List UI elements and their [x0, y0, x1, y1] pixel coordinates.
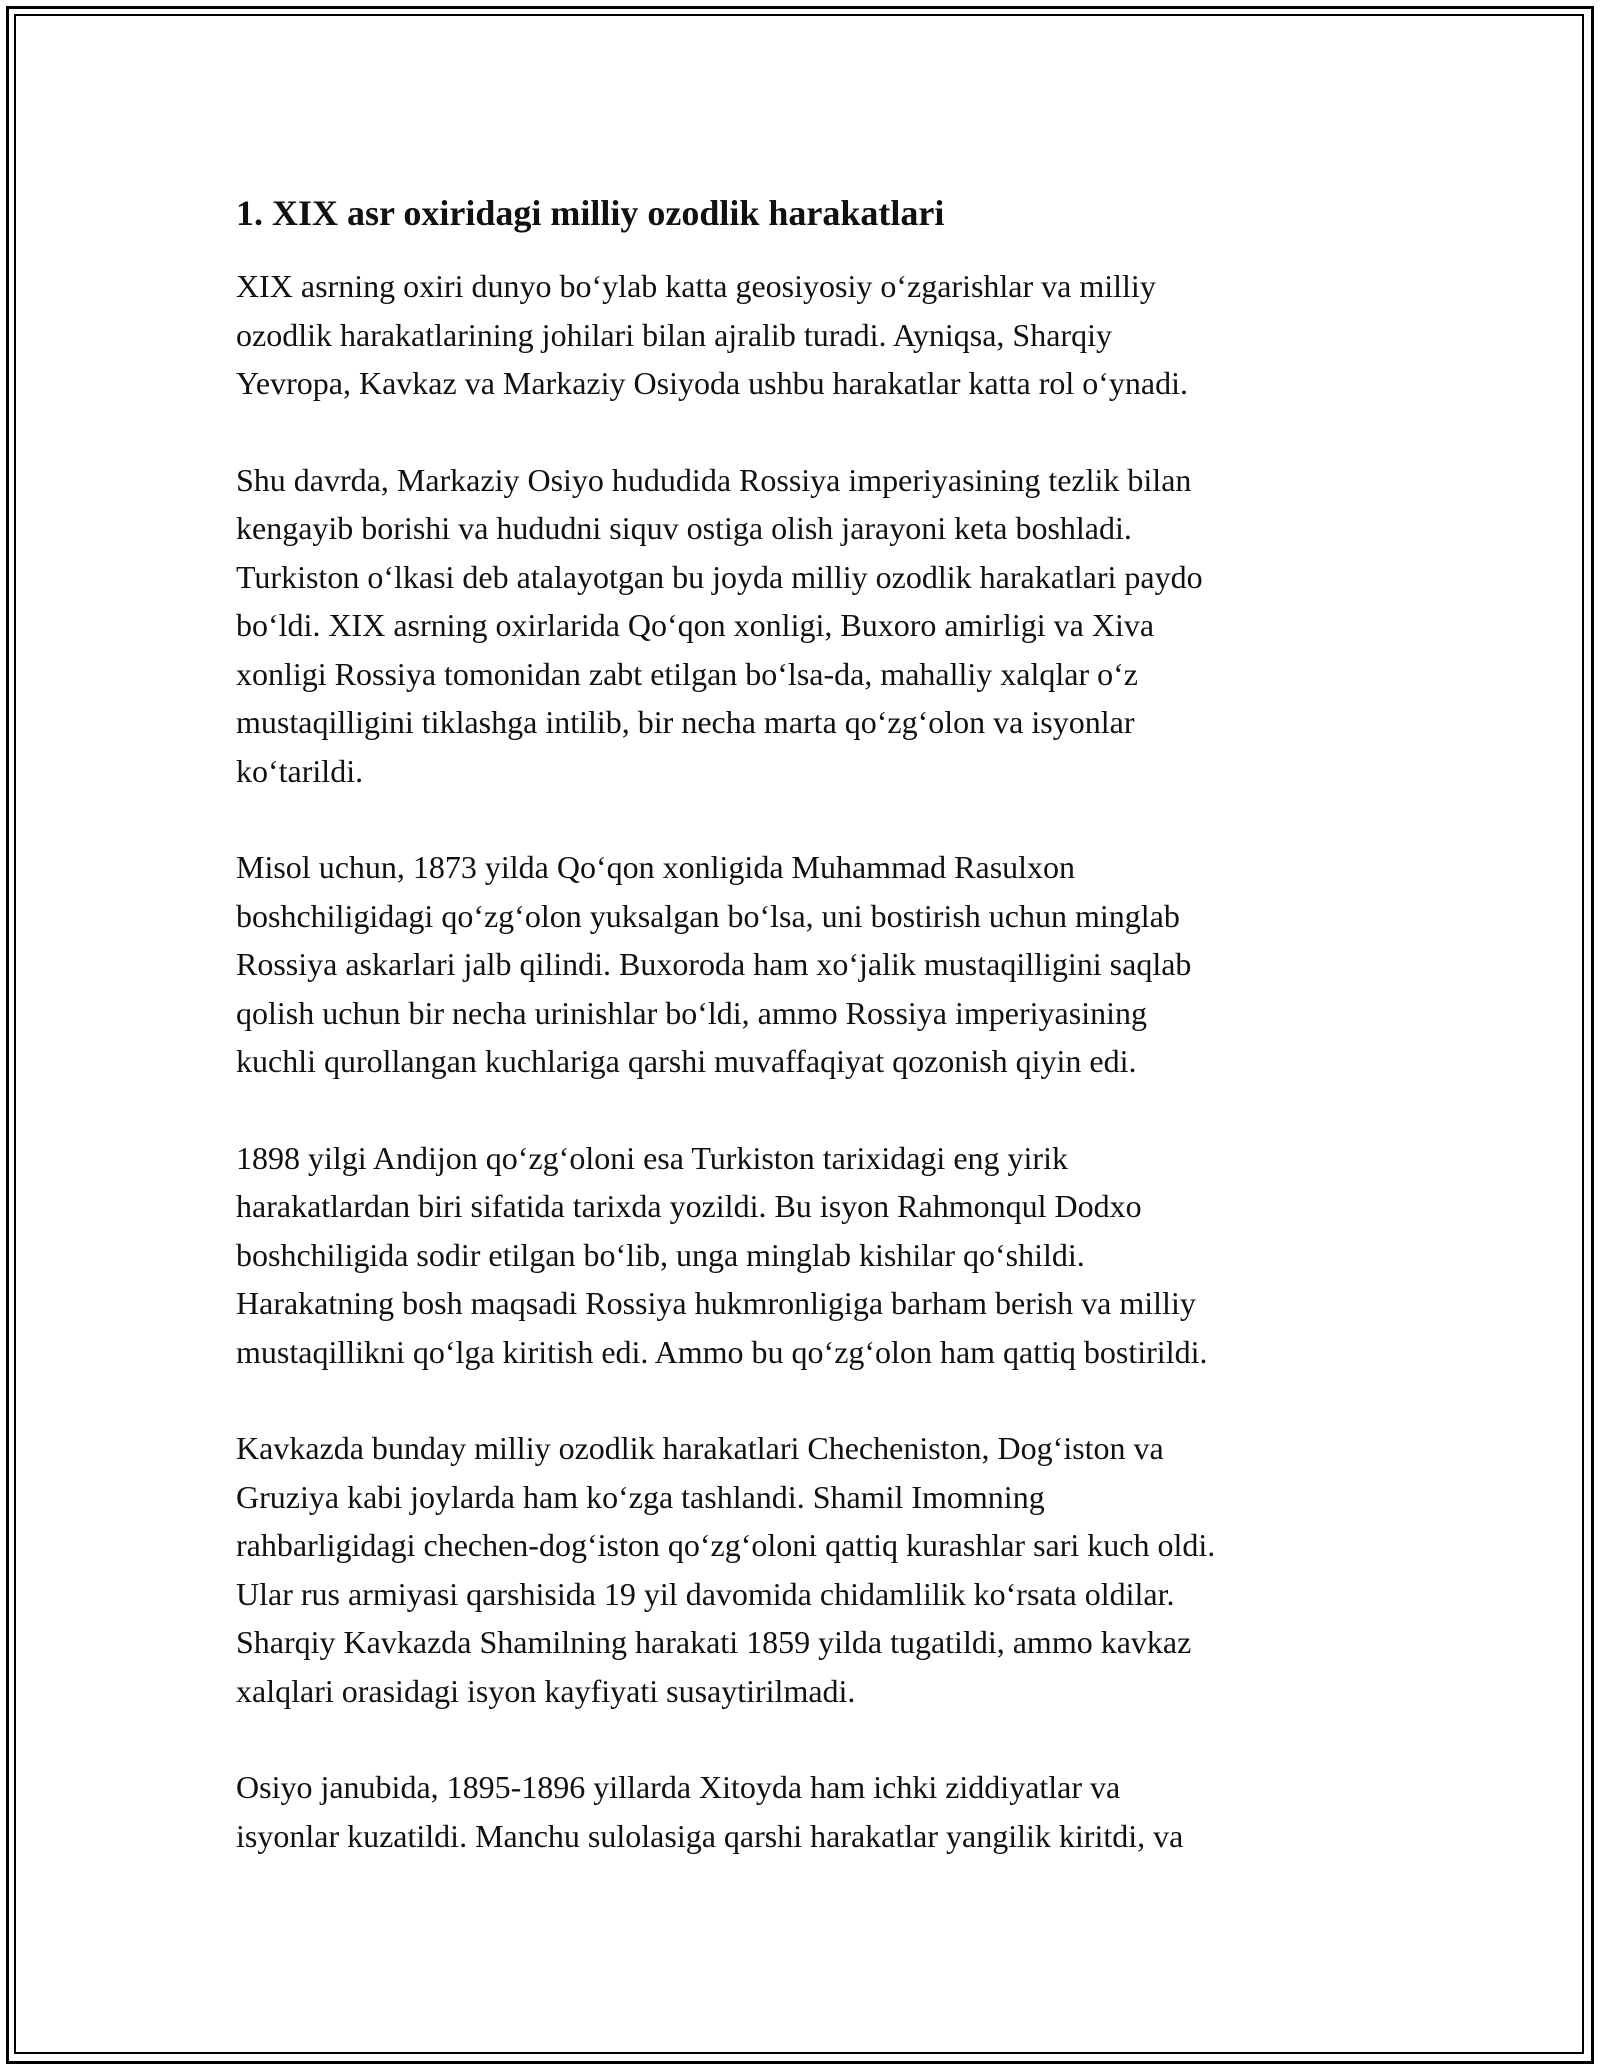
text-line: Harakatning bosh maqsadi Rossiya hukmronligiga barham berish va milliy [236, 1285, 1196, 1321]
text-line: Osiyo janubida, 1895-1896 yillarda Xitoyda ham ichki ziddiyatlar va [236, 1769, 1121, 1805]
text-line: qolish uchun bir necha urinishlar boʻldi, ammo Rossiya imperiyasining [236, 994, 1147, 1031]
text-line: mustaqilligini tiklashga intilib, bir necha marta qoʻzgʻolon va isyonlar [236, 704, 1135, 740]
text-line: Turkiston oʻlkasi deb atalayotgan bu joyda milliy ozodlik harakatlari paydo [236, 558, 1203, 595]
text-line: boʻldi. XIX asrning oxirlarida Qoʻqon xonligi, Buxoro amirligi va Xiva [236, 607, 1155, 643]
text-line: Kavkazda bunday milliy ozodlik harakatlari Checheniston, Dogʻiston va [236, 1430, 1164, 1466]
text-line: xalqlari orasidagi isyon kayfiyati susaytirilmadi. [236, 1672, 856, 1709]
text-line: Shu davrda, Markaziy Osiyo hududida Rossiya imperiyasining tezlik bilan [236, 461, 1192, 498]
text-line: Misol uchun, 1873 yilda Qoʻqon xonligida Muhammad Rasulxon [236, 849, 1076, 885]
text-line: Yevropa, Kavkaz va Markaziy Osiyoda ushbu harakatlar katta rol oʻynadi. [236, 365, 1188, 401]
text-line: boshchiligida sodir etilgan boʻlib, unga minglab kishilar qoʻshildi. [236, 1236, 1085, 1273]
text-line: isyonlar kuzatildi. Manchu sulolasiga qarshi harakatlar yangilik kiritdi, va [236, 1817, 1184, 1854]
paragraph-6 [236, 1763, 1376, 1860]
section-heading: 1. XIX asr oxiridagi milliy ozodlik harakatlari [236, 193, 945, 233]
paragraph-3 [236, 843, 1376, 1086]
text-line: Rossiya askarlari jalb qilindi. Buxoroda ham xoʻjalik mustaqilligini saqlab [236, 946, 1192, 982]
text-line: XIX asrning oxiri dunyo boʻylab katta geosiyosiy oʻzgarishlar va milliy [236, 268, 1156, 304]
paragraph-5 [236, 1424, 1376, 1715]
text-line: koʻtarildi. [236, 752, 364, 789]
text-line: kengayib borishi va hududni siquv ostiga olish jarayoni keta boshladi. [236, 510, 1132, 546]
paragraph-1 [236, 262, 1376, 408]
text-line: kuchli qurollangan kuchlariga qarshi muvaffaqiyat qozonish qiyin edi. [236, 1043, 1137, 1079]
paragraph-2 [236, 456, 1376, 796]
text-line: boshchiligidagi qoʻzgʻolon yuksalgan boʻlsa, uni bostirish uchun minglab [236, 897, 1180, 934]
text-line: Ular rus armiyasi qarshisida 19 yil davomida chidamlilik koʻrsata oldilar. [236, 1575, 1175, 1612]
text-line: rahbarligidagi chechen-dogʻiston qoʻzgʻoloni qattiq kurashlar sari kuch oldi. [236, 1527, 1216, 1563]
text-line: 1898 yilgi Andijon qoʻzgʻoloni esa Turkiston tarixidagi eng yirik [236, 1139, 1068, 1176]
paragraph-4 [236, 1134, 1376, 1377]
document-body [236, 188, 1376, 1908]
text-line: Gruziya kabi joylarda ham koʻzga tashlandi. Shamil Imomning [236, 1478, 1045, 1515]
text-line: ozodlik harakatlarining johilari bilan ajralib turadi. Ayniqsa, Sharqiy [236, 316, 1112, 353]
text-line: Sharqiy Kavkazda Shamilning harakati 1859 yilda tugatildi, ammo kavkaz [236, 1624, 1192, 1660]
text-line: xonligi Rossiya tomonidan zabt etilgan boʻlsa-da, mahalliy xalqlar oʻz [236, 655, 1138, 692]
text-line: harakatlardan biri sifatida tarixda yozildi. Bu isyon Rahmonqul Dodxo [236, 1188, 1142, 1224]
text-line: mustaqillikni qoʻlga kiritish edi. Ammo bu qoʻzgʻolon ham qattiq bostirildi. [236, 1333, 1208, 1370]
